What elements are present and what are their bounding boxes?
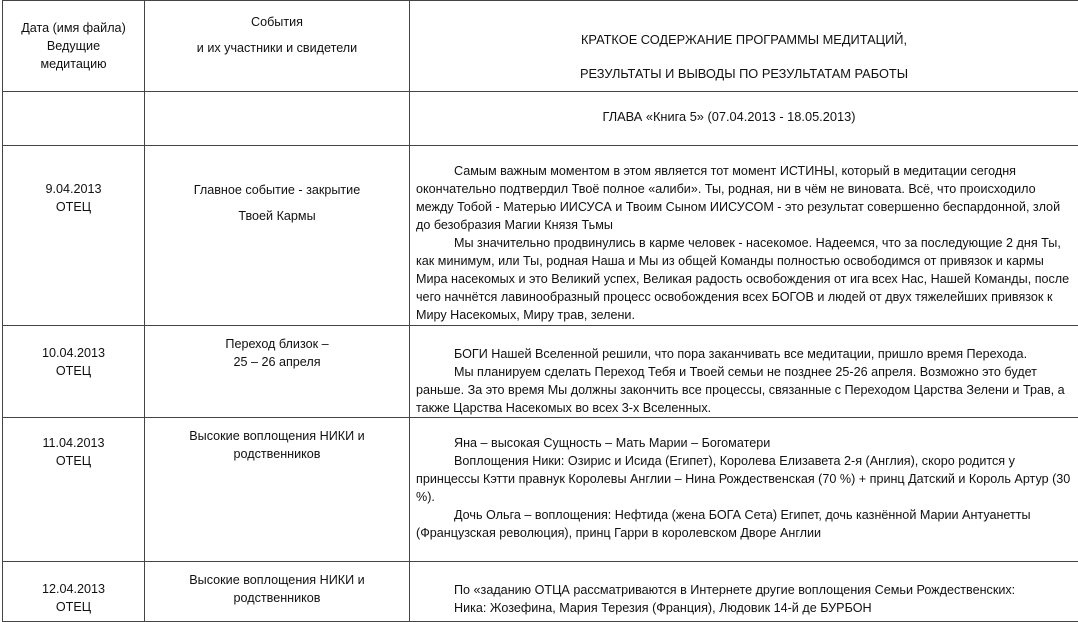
event-line-2: родственников [145,445,409,463]
header-events-line-1: События [145,9,409,35]
header-date-line-1: Дата (имя файла) [3,19,144,37]
chapter-cell [410,92,1078,146]
event-line-1: Главное событие - закрытие [145,177,409,203]
event-cell [145,326,410,418]
row-lead: ОТЕЦ [3,598,144,616]
event-line-2: родственников [145,589,409,607]
summary-paragraph: По «заданию ОТЦА рассматриваются в Интернете другие воплощения Семьи Рождественских: [416,581,1072,599]
summary-paragraph: Мы планируем сделать Переход Тебя и Твоей семьи не позднее 25-26 апреля. Возможно это будет раньше. За это время Мы должны закончить все процессы, связанные с Переходом Царства Зелени и Трав, а также Царства Насекомых во всех 3-х Вселенных. [416,363,1072,417]
chapter-title: ГЛАВА «Книга 5» (07.04.2013 - 18.05.2013) [410,92,1078,126]
date-cell [3,418,145,562]
table-row [3,418,1078,562]
header-summary-line-2: РЕЗУЛЬТАТЫ И ВЫВОДЫ ПО РЕЗУЛЬТАТАМ РАБОТЫ [410,57,1078,91]
event-line-1: Высокие воплощения НИКИ и [145,571,409,589]
summary-cell [410,418,1078,562]
header-events-cell [145,1,410,92]
event-line-2: 25 – 26 апреля [145,353,409,371]
event-line-1: Переход близок – [145,335,409,353]
summary-paragraph: Самым важным моментом в этом является тот момент ИСТИНЫ, который в медитации сегодня окончательно подтвердил Твоё полное «алиби». Ты, родная, ни в чём не виновата. Всё, что происходило между Тобой - Матерью ИИСУСА и Твоим Сыном ИИСУСОМ - это результат совершенно беспардонной, злой до безобразия Магии Князя Тьмы [416,162,1072,234]
header-date-cell [3,1,145,92]
row-lead: ОТЕЦ [3,362,144,380]
date-cell [3,326,145,418]
header-summary-cell [410,1,1078,92]
event-line-1: Высокие воплощения НИКИ и [145,427,409,445]
meditation-table [2,0,1078,622]
row-date: 12.04.2013 [3,580,144,598]
header-date-line-2: Ведущие [3,37,144,55]
chapter-empty-cell-1 [3,92,145,146]
row-date: 10.04.2013 [3,344,144,362]
table-row [3,146,1078,326]
row-lead: ОТЕЦ [3,452,144,470]
row-date: 9.04.2013 [3,180,144,198]
summary-paragraph: БОГИ Нашей Вселенной решили, что пора заканчивать все медитации, пришло время Перехода. [416,345,1072,363]
header-summary-line-1: КРАТКОЕ СОДЕРЖАНИЕ ПРОГРАММЫ МЕДИТАЦИЙ, [410,23,1078,57]
summary-paragraph: Яна – высокая Сущность – Мать Марии – Богоматери [416,434,1072,452]
event-cell [145,418,410,562]
row-date: 11.04.2013 [3,434,144,452]
summary-cell [410,146,1078,326]
header-row [3,1,1078,92]
date-cell [3,146,145,326]
row-lead: ОТЕЦ [3,198,144,216]
header-date-line-3: медитацию [3,55,144,73]
table-row [3,326,1078,418]
event-line-2: Твоей Кармы [145,203,409,229]
summary-paragraph: Дочь Ольга – воплощения: Нефтида (жена БОГА Сета) Египет, дочь казнённой Марии Антуанетты (Французская революция), принц Гарри в королевском Дворе Англии [416,506,1072,542]
event-cell [145,146,410,326]
summary-paragraph: Ника: Жозефина, Мария Терезия (Франция), Людовик 14-й де БУРБОН [416,599,1072,617]
summary-cell [410,326,1078,418]
chapter-row [3,92,1078,146]
header-events-line-2: и их участники и свидетели [145,35,409,61]
summary-paragraph: Мы значительно продвинулись в карме человек - насекомое. Надеемся, что за последующие 2 дня Ты, как минимум, или Ты, родная Наша и Мы из общей Команды полностью освободимся от привязок и кармы Мира насекомых и это Великий успех, Великая радость освобождения от ига всех Нас, Нашей Команды, после чего начнётся лавинообразный процесс освобождения всех БОГОВ и людей от двух тяжелейших привязок к Миру Насекомых, Миру трав, зелени. [416,234,1072,324]
chapter-empty-cell-2 [145,92,410,146]
summary-paragraph: Воплощения Ники: Озирис и Исида (Египет), Королева Елизавета 2-я (Англия), скоро родится у принцессы Кэтти правнук Королевы Англии – Нина Рождественская (70 %) + принц Датский и Король Артур (30 %). [416,452,1072,506]
